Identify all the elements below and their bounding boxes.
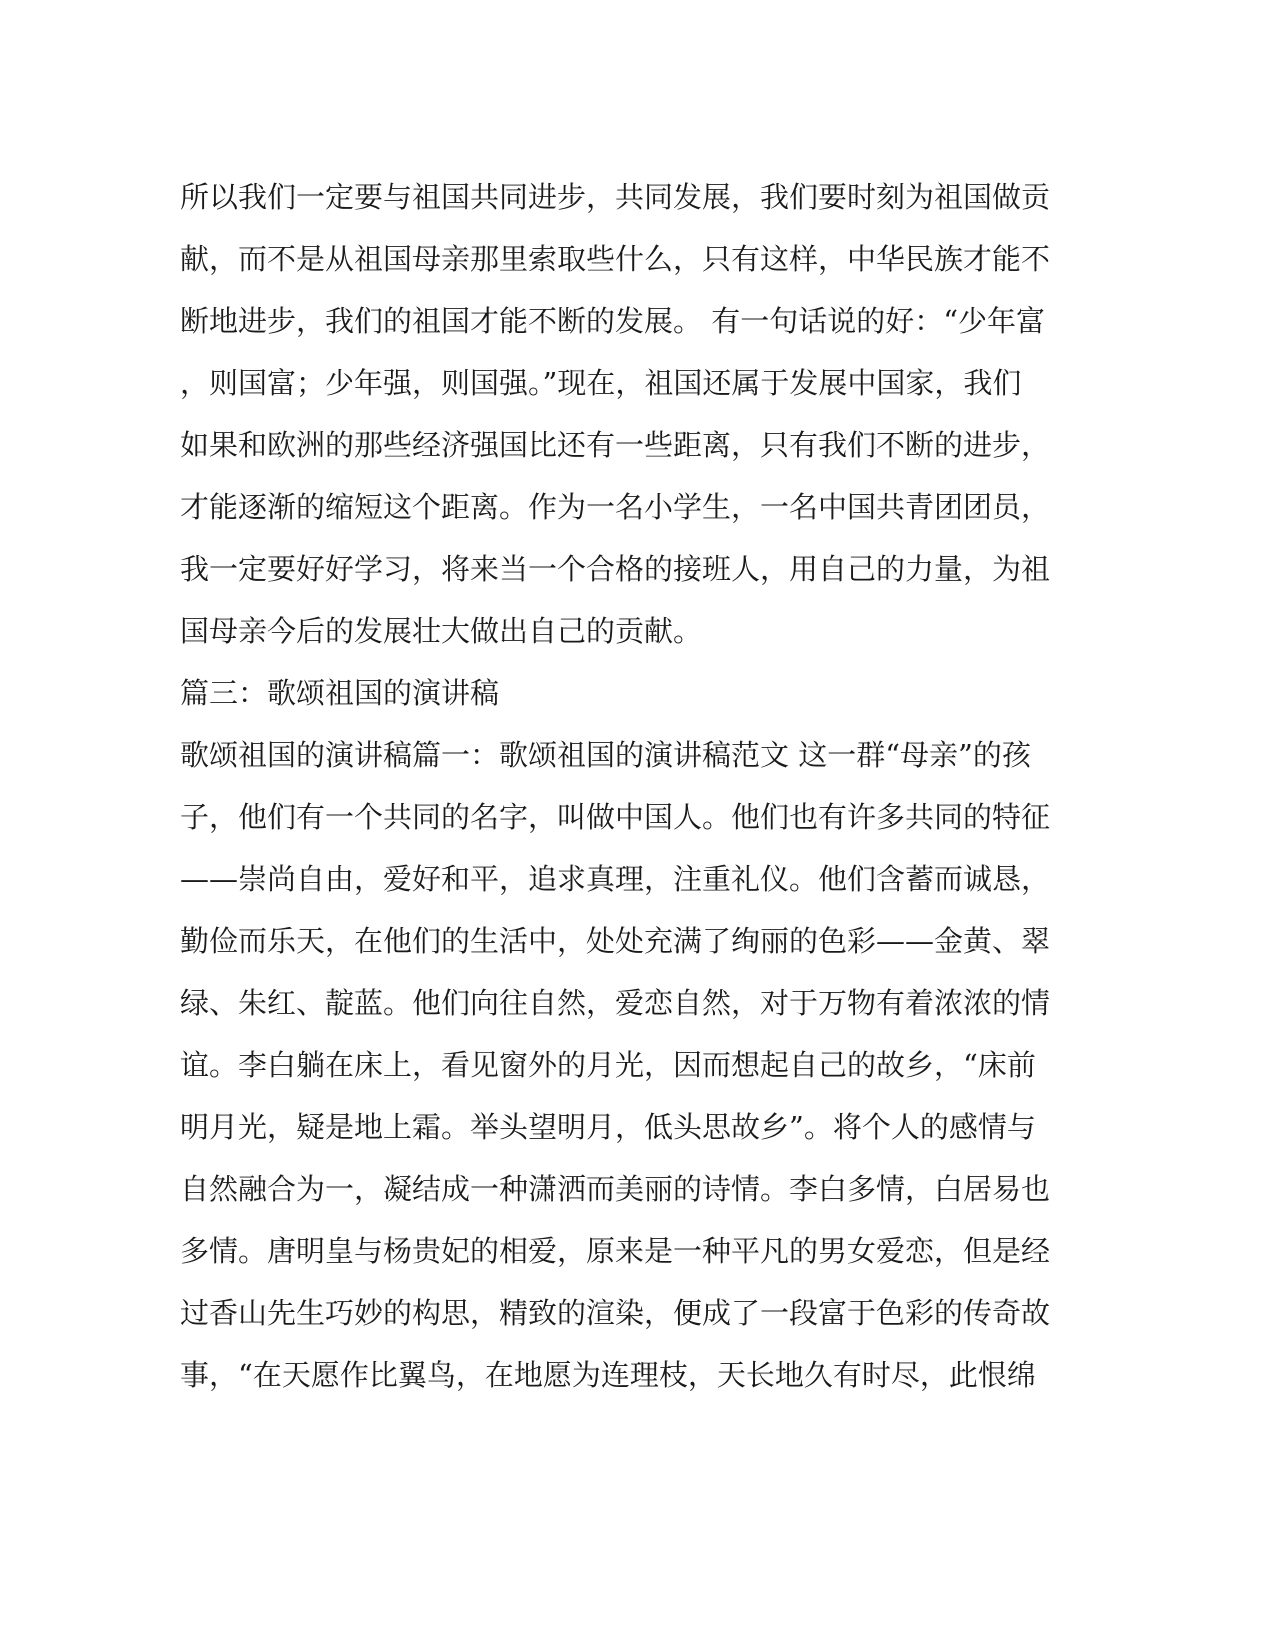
body-line-10: 歌颂祖国的演讲稿篇一：歌颂祖国的演讲稿范文 这一群“母亲”的孩 <box>180 738 1031 772</box>
body-line-4: ，则国富；少年强，则国强。”现在，祖国还属于发展中国家，我们 <box>180 366 1022 400</box>
body-line-12: ——崇尚自由，爱好和平，追求真理，注重礼仪。他们含蓄而诚恳， <box>180 862 1051 896</box>
body-line-1: 所以我们一定要与祖国共同进步，共同发展，我们要时刻为祖国做贡 <box>180 180 1051 214</box>
body-line-6: 才能逐渐的缩短这个距离。作为一名小学生，一名中国共青团团员， <box>180 490 1051 524</box>
body-line-3: 断地进步，我们的祖国才能不断的发展。 有一句话说的好：“少年富 <box>180 304 1046 338</box>
body-line-15: 谊。李白躺在床上，看见窗外的月光，因而想起自己的故乡，“床前 <box>180 1048 1036 1082</box>
body-line-2: 献，而不是从祖国母亲那里索取些什么，只有这样，中华民族才能不 <box>180 242 1051 276</box>
document-body <box>180 166 1060 1406</box>
body-line-8: 国母亲今后的发展壮大做出自己的贡献。 <box>180 614 703 648</box>
body-line-19: 过香山先生巧妙的构思，精致的渲染，便成了一段富于色彩的传奇故 <box>180 1296 1051 1330</box>
body-line-13: 勤俭而乐天，在他们的生活中，处处充满了绚丽的色彩——金黄、翠 <box>180 924 1051 958</box>
body-line-20: 事，“在天愿作比翼鸟，在地愿为连理枝，天长地久有时尽，此恨绵 <box>180 1358 1036 1392</box>
body-line-7: 我一定要好好学习，将来当一个合格的接班人，用自己的力量，为祖 <box>180 552 1051 586</box>
body-line-14: 绿、朱红、靛蓝。他们向往自然，爱恋自然，对于万物有着浓浓的情 <box>180 986 1051 1020</box>
body-line-5: 如果和欧洲的那些经济强国比还有一些距离，只有我们不断的进步， <box>180 428 1051 462</box>
body-line-17: 自然融合为一，凝结成一种潇洒而美丽的诗情。李白多情，白居易也 <box>180 1172 1051 1206</box>
body-line-16: 明月光，疑是地上霜。举头望明月，低头思故乡”。将个人的感情与 <box>180 1110 1036 1144</box>
section-heading: 篇三：歌颂祖国的演讲稿 <box>180 676 500 710</box>
body-line-11: 子，他们有一个共同的名字，叫做中国人。他们也有许多共同的特征 <box>180 800 1051 834</box>
body-line-18: 多情。唐明皇与杨贵妃的相爱，原来是一种平凡的男女爱恋，但是经 <box>180 1234 1051 1268</box>
